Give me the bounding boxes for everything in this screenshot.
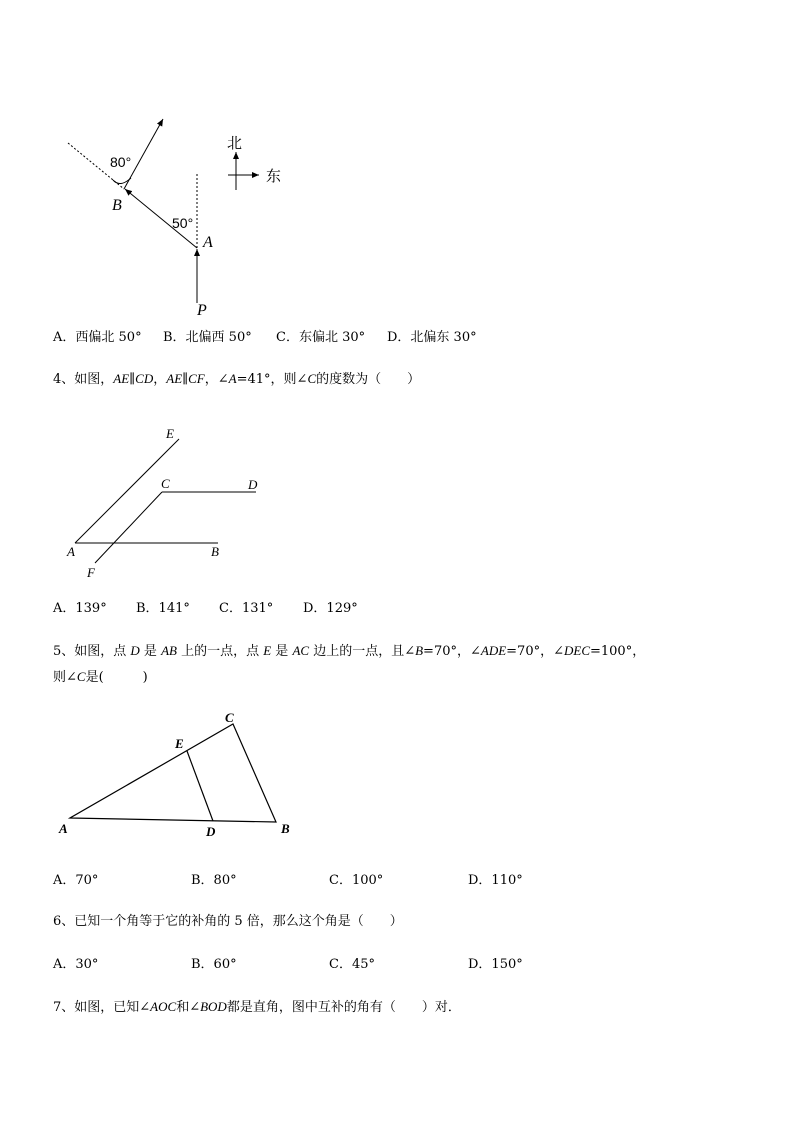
q5-stem-t3: 是 <box>271 644 293 659</box>
q3-compass-north-label: 北 <box>227 135 243 152</box>
q4-stem-ae-cf: AE∥CF <box>166 371 205 386</box>
q5-stem-t7: =100°， <box>590 644 646 659</box>
q3-option-b[interactable]: B．北偏西 50° <box>163 330 252 345</box>
q5-stem-t4: 边上的一点，且 <box>309 644 405 659</box>
q4-option-d[interactable]: D．129° <box>303 601 358 616</box>
q5-stem-line2-suffix: 是( ) <box>85 670 148 685</box>
q3-point-a-label: A <box>203 234 213 251</box>
q5-option-b[interactable]: B．80° <box>191 873 237 888</box>
q6-option-b[interactable]: B．60° <box>191 957 237 972</box>
q5-point-d-label: D <box>206 824 216 839</box>
q5-stem-t1: 是 <box>139 644 162 659</box>
q7-stem-and: 和 <box>176 1000 190 1015</box>
q5-option-d[interactable]: D．110° <box>468 873 523 888</box>
q5-stem-ac: AC <box>292 643 310 658</box>
q4-stem-sep2: ， <box>204 372 218 387</box>
q3-angle-50-label: 50° <box>172 215 194 231</box>
q5-stem-angle-ade: ∠ADE <box>469 643 507 658</box>
q4-figure <box>60 420 258 585</box>
q4-point-c-label: C <box>161 476 170 491</box>
q5-stem-point-e: E <box>263 643 272 658</box>
q5-stem-angle-c: ∠C <box>66 669 86 684</box>
q5-figure <box>55 705 300 840</box>
q4-point-b-label: B <box>211 544 219 559</box>
q5-point-e-label: E <box>175 736 184 751</box>
q5-option-c[interactable]: C．100° <box>329 873 384 888</box>
q3-figure <box>50 110 310 325</box>
q4-stem-value: =41°，则 <box>236 372 297 387</box>
q7-stem-prefix: 7、如图，已知 <box>53 1000 140 1015</box>
q4-stem-sep1: ， <box>153 372 167 387</box>
q5-stem-ab: AB <box>161 643 177 658</box>
q4-point-d-label: D <box>248 477 258 492</box>
q4-line-cf <box>95 492 162 563</box>
q4-line-ae <box>75 439 179 543</box>
q7-stem-angle-bod: ∠BOD <box>189 999 227 1014</box>
q4-option-c[interactable]: C．131° <box>219 601 274 616</box>
q4-point-a-label: A <box>67 544 75 559</box>
q7-stem-angle-aoc: ∠AOC <box>139 999 177 1014</box>
q6-option-d[interactable]: D．150° <box>468 957 523 972</box>
q6-stem: 6、已知一个角等于它的补角的 5 倍，那么这个角是（ ） <box>53 914 403 929</box>
q5-stem-prefix: 5、如图，点 <box>53 644 131 659</box>
q4-stem-prefix: 4、如图， <box>53 372 114 387</box>
q6-option-a[interactable]: A．30° <box>53 957 99 972</box>
q5-stem-line2 <box>53 668 148 687</box>
q5-stem-t5: =70°， <box>423 644 470 659</box>
q4-point-f-label: F <box>87 565 95 580</box>
q3-angle-80-label: 80° <box>110 154 132 170</box>
q4-option-b[interactable]: B．141° <box>136 601 190 616</box>
q5-stem-line2-prefix: 则 <box>53 670 67 685</box>
q4-stem-angle-c: ∠C <box>296 371 317 386</box>
q5-stem-point-d: D <box>130 643 140 658</box>
q5-point-a-label: A <box>59 821 68 836</box>
q7-stem <box>53 998 461 1017</box>
q3-option-d[interactable]: D．北偏东 30° <box>387 330 477 345</box>
q3-compass-east-label: 东 <box>266 168 282 185</box>
q3-compass <box>227 135 281 190</box>
q5-stem-angle-dec: ∠DEC <box>553 643 590 658</box>
q5-point-b-label: B <box>281 821 290 836</box>
q5-stem-angle-b: ∠B <box>404 643 424 658</box>
q5-option-a[interactable]: A．70° <box>53 873 99 888</box>
q4-option-a[interactable]: A．139° <box>53 601 107 616</box>
q4-point-e-label: E <box>166 426 174 441</box>
q4-stem-question: 的度数为（ ） <box>316 372 421 387</box>
q5-stem-t6: =70°， <box>506 644 554 659</box>
q7-stem-question: 都是直角，图中互补的角有（ ）对． <box>226 1000 461 1015</box>
q5-stem-line1 <box>53 642 645 661</box>
q3-angle-arc-b <box>113 178 131 184</box>
q3-point-b-label: B <box>112 197 122 214</box>
q4-stem-angle-a: ∠A <box>217 371 237 386</box>
q6-option-c[interactable]: C．45° <box>329 957 375 972</box>
q5-point-c-label: C <box>225 710 234 725</box>
q4-stem-ae-cd: AE∥CD <box>113 371 154 386</box>
q3-point-p-label: P <box>197 302 207 319</box>
q5-segment-de <box>187 751 213 821</box>
q3-option-a[interactable]: A．西偏北 50° <box>53 330 142 345</box>
q5-triangle-abc <box>70 724 276 822</box>
q3-option-c[interactable]: C．东偏北 30° <box>276 330 366 345</box>
q5-stem-t2: 上的一点，点 <box>176 644 264 659</box>
q4-stem <box>53 370 420 389</box>
